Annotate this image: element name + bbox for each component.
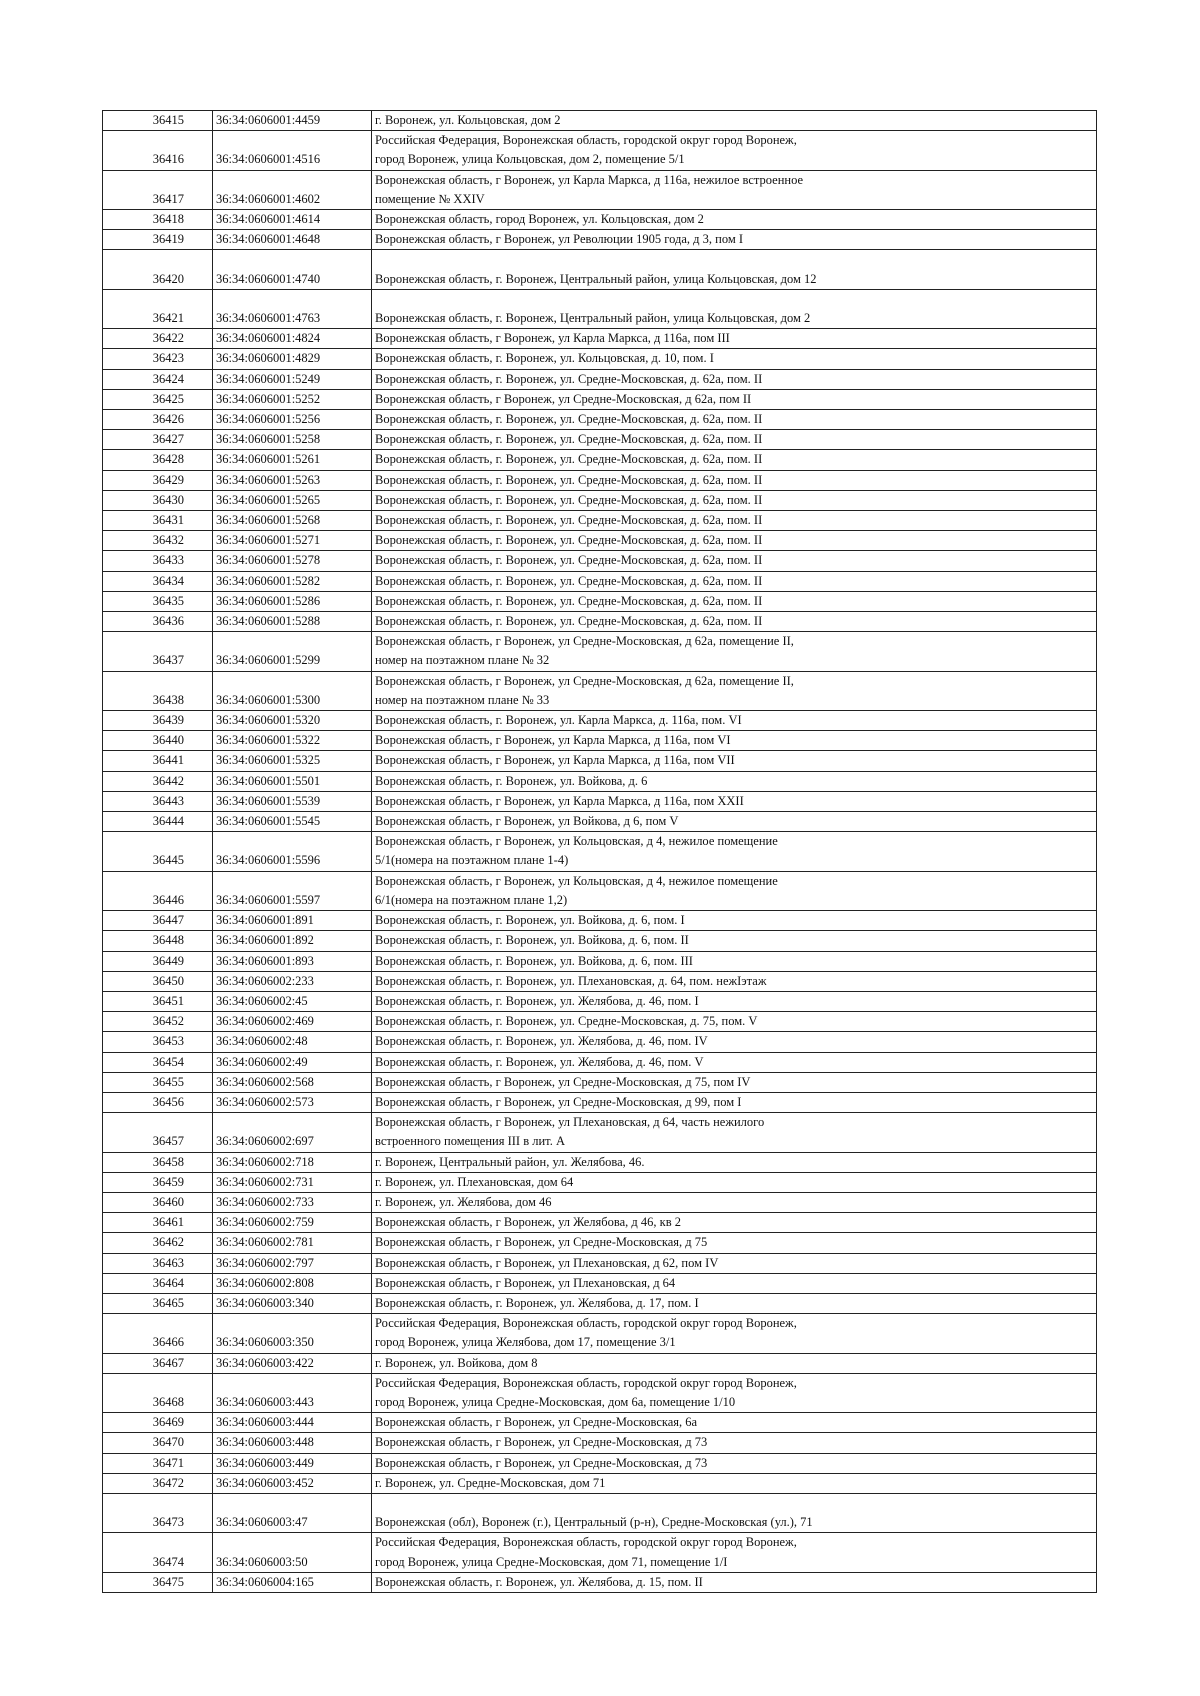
- table-row: [103, 1012, 1097, 1032]
- table-row: [103, 711, 1097, 731]
- cadastral-number-cell: 36:34:0606002:731: [213, 1172, 372, 1192]
- row-number-cell: 36450: [103, 971, 213, 991]
- table-row: [103, 871, 1097, 910]
- address-cell: г. Воронеж, ул. Средне-Московская, дом 71: [372, 1473, 1097, 1493]
- table-row: [103, 1072, 1097, 1092]
- table-row: [103, 571, 1097, 591]
- address-cell: Воронежская область, г Воронеж, ул Карла Маркса, д 116а, пом VI: [372, 731, 1097, 751]
- row-number-cell: 36444: [103, 812, 213, 832]
- table-row: [103, 470, 1097, 490]
- cadastral-number-cell: 36:34:0606002:697: [213, 1113, 372, 1152]
- cadastral-number-cell: 36:34:0606001:4829: [213, 349, 372, 369]
- row-number-cell: 36459: [103, 1172, 213, 1192]
- cadastral-number-cell: 36:34:0606001:5258: [213, 430, 372, 450]
- table-row: [103, 369, 1097, 389]
- address-cell: Воронежская область, г Воронеж, ул Плехановская, д 64, часть нежилого встроенного помещения III в лит. А: [372, 1113, 1097, 1152]
- row-number-cell: 36462: [103, 1233, 213, 1253]
- address-cell: Российская Федерация, Воронежская область, городской округ город Воронеж, город Воронеж, улица Желябова, дом 17, помещение 3/1: [372, 1314, 1097, 1353]
- row-number-cell: 36422: [103, 329, 213, 349]
- row-number-cell: 36441: [103, 751, 213, 771]
- table-row: [103, 1293, 1097, 1313]
- address-cell: Воронежская область, г. Воронеж, Центральный район, улица Кольцовская, дом 12: [372, 250, 1097, 289]
- cadastral-number-cell: 36:34:0606003:443: [213, 1373, 372, 1412]
- row-number-cell: 36427: [103, 430, 213, 450]
- address-cell: Воронежская область, г Воронеж, ул Средне-Московская, 6а: [372, 1413, 1097, 1433]
- table-row: [103, 349, 1097, 369]
- address-cell: Воронежская область, г Воронеж, ул Средне-Московская, д 73: [372, 1433, 1097, 1453]
- table-row: [103, 1433, 1097, 1453]
- cadastral-number-cell: 36:34:0606002:233: [213, 971, 372, 991]
- address-cell: Воронежская область, г. Воронеж, ул. Средне-Московская, д. 62а, пом. II: [372, 369, 1097, 389]
- address-cell: Воронежская область, г. Воронеж, ул. Средне-Московская, д. 75, пом. V: [372, 1012, 1097, 1032]
- address-cell: Воронежская область, г. Воронеж, ул. Желябова, д. 46, пом. I: [372, 991, 1097, 1011]
- row-number-cell: 36442: [103, 771, 213, 791]
- row-number-cell: 36458: [103, 1152, 213, 1172]
- address-cell: Российская Федерация, Воронежская область, городской округ город Воронеж, город Воронеж, улица Кольцовская, дом 2, помещение 5/1: [372, 131, 1097, 170]
- cadastral-number-cell: 36:34:0606002:808: [213, 1273, 372, 1293]
- table-row: [103, 551, 1097, 571]
- row-number-cell: 36465: [103, 1293, 213, 1313]
- table-row: [103, 329, 1097, 349]
- row-number-cell: 36423: [103, 349, 213, 369]
- address-cell: Воронежская область, г Воронеж, ул Средне-Московская, д 62а, пом II: [372, 389, 1097, 409]
- row-number-cell: 36469: [103, 1413, 213, 1433]
- table-row: [103, 1353, 1097, 1373]
- cadastral-number-cell: 36:34:0606002:781: [213, 1233, 372, 1253]
- table-row: [103, 1092, 1097, 1112]
- row-number-cell: 36435: [103, 591, 213, 611]
- cadastral-number-cell: 36:34:0606001:4824: [213, 329, 372, 349]
- address-cell: г. Воронеж, Центральный район, ул. Желябова, 46.: [372, 1152, 1097, 1172]
- table-row: [103, 671, 1097, 710]
- cadastral-number-cell: 36:34:0606003:452: [213, 1473, 372, 1493]
- row-number-cell: 36463: [103, 1253, 213, 1273]
- cadastral-number-cell: 36:34:0606001:5539: [213, 791, 372, 811]
- table-row: [103, 430, 1097, 450]
- table-row: [103, 591, 1097, 611]
- table-row: [103, 1253, 1097, 1273]
- cadastral-number-cell: 36:34:0606001:5597: [213, 871, 372, 910]
- cadastral-number-cell: 36:34:0606001:5325: [213, 751, 372, 771]
- row-number-cell: 36454: [103, 1052, 213, 1072]
- cadastral-number-cell: 36:34:0606001:5320: [213, 711, 372, 731]
- row-number-cell: 36426: [103, 410, 213, 430]
- cadastral-number-cell: 36:34:0606001:5268: [213, 511, 372, 531]
- table-row: [103, 1213, 1097, 1233]
- row-number-cell: 36464: [103, 1273, 213, 1293]
- address-cell: Воронежская область, г Воронеж, ул Средне-Московская, д 62а, помещение II, номер на поэтажном плане № 33: [372, 671, 1097, 710]
- table-row: [103, 111, 1097, 131]
- cadastral-number-cell: 36:34:0606001:5596: [213, 832, 372, 871]
- table-row: [103, 812, 1097, 832]
- cadastral-number-cell: 36:34:0606001:4602: [213, 170, 372, 209]
- cadastral-number-cell: 36:34:0606003:422: [213, 1353, 372, 1373]
- table-row: [103, 1172, 1097, 1192]
- table-row: [103, 1052, 1097, 1072]
- address-cell: Воронежская область, г. Воронеж, ул. Средне-Московская, д. 62а, пом. II: [372, 551, 1097, 571]
- table-row: [103, 450, 1097, 470]
- cadastral-number-cell: 36:34:0606001:5501: [213, 771, 372, 791]
- table-row: [103, 1113, 1097, 1152]
- cadastral-number-cell: 36:34:0606001:5249: [213, 369, 372, 389]
- cadastral-number-cell: 36:34:0606001:5282: [213, 571, 372, 591]
- row-number-cell: 36473: [103, 1493, 213, 1532]
- address-cell: Воронежская область, г Воронеж, ул Карла Маркса, д 116а, пом XXII: [372, 791, 1097, 811]
- address-cell: Воронежская область, г. Воронеж, ул. Плехановская, д. 64, пом. нежIэтаж: [372, 971, 1097, 991]
- cadastral-number-cell: 36:34:0606001:4648: [213, 230, 372, 250]
- row-number-cell: 36431: [103, 511, 213, 531]
- address-cell: Воронежская область, г Воронеж, ул Средне-Московская, д 99, пом I: [372, 1092, 1097, 1112]
- cadastral-number-cell: 36:34:0606001:4740: [213, 250, 372, 289]
- row-number-cell: 36455: [103, 1072, 213, 1092]
- cadastral-number-cell: 36:34:0606001:5322: [213, 731, 372, 751]
- cadastral-number-cell: 36:34:0606001:5286: [213, 591, 372, 611]
- table-row: [103, 1032, 1097, 1052]
- row-number-cell: 36439: [103, 711, 213, 731]
- table-row: [103, 1233, 1097, 1253]
- address-cell: Воронежская область, г Воронеж, ул Карла Маркса, д 116а, пом III: [372, 329, 1097, 349]
- cadastral-number-cell: 36:34:0606001:5256: [213, 410, 372, 430]
- cadastral-number-cell: 36:34:0606004:165: [213, 1572, 372, 1592]
- table-row: [103, 1533, 1097, 1572]
- address-cell: г. Воронеж, ул. Кольцовская, дом 2: [372, 111, 1097, 131]
- cadastral-number-cell: 36:34:0606002:45: [213, 991, 372, 1011]
- cadastral-number-cell: 36:34:0606001:5545: [213, 812, 372, 832]
- cadastral-number-cell: 36:34:0606002:718: [213, 1152, 372, 1172]
- address-cell: Воронежская область, г Воронеж, ул Средне-Московская, д 62а, помещение II, номер на поэтажном плане № 32: [372, 632, 1097, 671]
- cadastral-number-cell: 36:34:0606001:5288: [213, 612, 372, 632]
- address-cell: Воронежская область, г. Воронеж, ул. Средне-Московская, д. 62а, пом. II: [372, 450, 1097, 470]
- table-row: [103, 170, 1097, 209]
- address-cell: Воронежская область, г. Воронеж, ул. Средне-Московская, д. 62а, пом. II: [372, 410, 1097, 430]
- cadastral-number-cell: 36:34:0606001:4516: [213, 131, 372, 170]
- cadastral-number-cell: 36:34:0606003:448: [213, 1433, 372, 1453]
- address-cell: Воронежская область, г. Воронеж, ул. Желябова, д. 17, пом. I: [372, 1293, 1097, 1313]
- registry-table: [102, 110, 1097, 1593]
- cadastral-number-cell: 36:34:0606001:891: [213, 911, 372, 931]
- table-row: [103, 230, 1097, 250]
- address-cell: Воронежская область, г. Воронеж, Центральный район, улица Кольцовская, дом 2: [372, 289, 1097, 328]
- address-cell: Воронежская область, г Воронеж, ул Карла Маркса, д 116а, пом VII: [372, 751, 1097, 771]
- cadastral-number-cell: 36:34:0606001:892: [213, 931, 372, 951]
- cadastral-number-cell: 36:34:0606001:5271: [213, 531, 372, 551]
- row-number-cell: 36457: [103, 1113, 213, 1152]
- row-number-cell: 36474: [103, 1533, 213, 1572]
- cadastral-number-cell: 36:34:0606001:5299: [213, 632, 372, 671]
- address-cell: Воронежская область, г. Воронеж, ул. Карла Маркса, д. 116а, пом. VI: [372, 711, 1097, 731]
- row-number-cell: 36443: [103, 791, 213, 811]
- address-cell: Воронежская область, г. Воронеж, ул. Войкова, д. 6, пом. I: [372, 911, 1097, 931]
- table-row: [103, 832, 1097, 871]
- row-number-cell: 36456: [103, 1092, 213, 1112]
- address-cell: Воронежская область, г Воронеж, ул Плехановская, д 62, пом IV: [372, 1253, 1097, 1273]
- address-cell: Воронежская область, г. Воронеж, ул. Средне-Московская, д. 62а, пом. II: [372, 612, 1097, 632]
- address-cell: Российская Федерация, Воронежская область, городской округ город Воронеж, город Воронеж, улица Средне-Московская, дом 71, помещение 1/I: [372, 1533, 1097, 1572]
- table-row: [103, 131, 1097, 170]
- address-cell: г. Воронеж, ул. Плехановская, дом 64: [372, 1172, 1097, 1192]
- row-number-cell: 36468: [103, 1373, 213, 1412]
- table-row: [103, 971, 1097, 991]
- cadastral-number-cell: 36:34:0606002:759: [213, 1213, 372, 1233]
- address-cell: Воронежская область, г. Воронеж, ул. Средне-Московская, д. 62а, пом. II: [372, 511, 1097, 531]
- table-row: [103, 1453, 1097, 1473]
- row-number-cell: 36466: [103, 1314, 213, 1353]
- row-number-cell: 36415: [103, 111, 213, 131]
- cadastral-number-cell: 36:34:0606002:568: [213, 1072, 372, 1092]
- address-cell: г. Воронеж, ул. Желябова, дом 46: [372, 1192, 1097, 1212]
- cadastral-number-cell: 36:34:0606001:5300: [213, 671, 372, 710]
- cadastral-number-cell: 36:34:0606001:5261: [213, 450, 372, 470]
- table-row: [103, 410, 1097, 430]
- row-number-cell: 36438: [103, 671, 213, 710]
- table-row: [103, 511, 1097, 531]
- address-cell: Воронежская область, г. Воронеж, ул. Желябова, д. 15, пом. II: [372, 1572, 1097, 1592]
- table-row: [103, 289, 1097, 328]
- row-number-cell: 36424: [103, 369, 213, 389]
- row-number-cell: 36433: [103, 551, 213, 571]
- address-cell: Воронежская область, г. Воронеж, ул. Войкова, д. 6, пом. III: [372, 951, 1097, 971]
- row-number-cell: 36453: [103, 1032, 213, 1052]
- table-row: [103, 612, 1097, 632]
- cadastral-number-cell: 36:34:0606003:350: [213, 1314, 372, 1353]
- row-number-cell: 36436: [103, 612, 213, 632]
- table-row: [103, 1373, 1097, 1412]
- registry-table-body: [103, 111, 1097, 1593]
- row-number-cell: 36428: [103, 450, 213, 470]
- row-number-cell: 36472: [103, 1473, 213, 1493]
- table-row: [103, 771, 1097, 791]
- table-row: [103, 1493, 1097, 1532]
- row-number-cell: 36449: [103, 951, 213, 971]
- table-row: [103, 250, 1097, 289]
- table-row: [103, 731, 1097, 751]
- row-number-cell: 36432: [103, 531, 213, 551]
- row-number-cell: 36452: [103, 1012, 213, 1032]
- address-cell: Воронежская область, г. Воронеж, ул. Средне-Московская, д. 62а, пом. II: [372, 470, 1097, 490]
- row-number-cell: 36417: [103, 170, 213, 209]
- row-number-cell: 36448: [103, 931, 213, 951]
- address-cell: Воронежская область, г Воронеж, ул Войкова, д 6, пом V: [372, 812, 1097, 832]
- address-cell: Воронежская (обл), Воронеж (г.), Центральный (р-н), Средне-Московская (ул.), 71: [372, 1493, 1097, 1532]
- address-cell: Воронежская область, г Воронеж, ул Кольцовская, д 4, нежилое помещение 5/1(номера на поэтажном плане 1-4): [372, 832, 1097, 871]
- address-cell: Воронежская область, г. Воронеж, ул. Средне-Московская, д. 62а, пом. II: [372, 490, 1097, 510]
- address-cell: Воронежская область, г. Воронеж, ул. Средне-Московская, д. 62а, пом. II: [372, 571, 1097, 591]
- table-row: [103, 1273, 1097, 1293]
- row-number-cell: 36429: [103, 470, 213, 490]
- row-number-cell: 36440: [103, 731, 213, 751]
- address-cell: Воронежская область, г Воронеж, ул Революции 1905 года, д 3, пом I: [372, 230, 1097, 250]
- cadastral-number-cell: 36:34:0606002:573: [213, 1092, 372, 1112]
- address-cell: Воронежская область, г Воронеж, ул Желябова, д 46, кв 2: [372, 1213, 1097, 1233]
- address-cell: Воронежская область, г. Воронеж, ул. Желябова, д. 46, пом. IV: [372, 1032, 1097, 1052]
- table-row: [103, 389, 1097, 409]
- cadastral-number-cell: 36:34:0606001:4763: [213, 289, 372, 328]
- address-cell: Воронежская область, г Воронеж, ул Кольцовская, д 4, нежилое помещение 6/1(номера на поэтажном плане 1,2): [372, 871, 1097, 910]
- cadastral-number-cell: 36:34:0606001:5265: [213, 490, 372, 510]
- address-cell: Воронежская область, г Воронеж, ул Средне-Московская, д 75: [372, 1233, 1097, 1253]
- row-number-cell: 36418: [103, 210, 213, 230]
- table-row: [103, 951, 1097, 971]
- row-number-cell: 36425: [103, 389, 213, 409]
- cadastral-number-cell: 36:34:0606002:797: [213, 1253, 372, 1273]
- row-number-cell: 36445: [103, 832, 213, 871]
- table-row: [103, 911, 1097, 931]
- address-cell: Воронежская область, г. Воронеж, ул. Средне-Московская, д. 62а, пом. II: [372, 591, 1097, 611]
- row-number-cell: 36451: [103, 991, 213, 1011]
- row-number-cell: 36471: [103, 1453, 213, 1473]
- address-cell: Воронежская область, г Воронеж, ул Карла Маркса, д 116а, нежилое встроенное помещение № XXIV: [372, 170, 1097, 209]
- table-row: [103, 991, 1097, 1011]
- address-cell: Воронежская область, г. Воронеж, ул. Средне-Московская, д. 62а, пом. II: [372, 430, 1097, 450]
- table-row: [103, 632, 1097, 671]
- row-number-cell: 36467: [103, 1353, 213, 1373]
- cadastral-number-cell: 36:34:0606003:47: [213, 1493, 372, 1532]
- address-cell: Воронежская область, г. Воронеж, ул. Средне-Московская, д. 62а, пом. II: [372, 531, 1097, 551]
- cadastral-number-cell: 36:34:0606001:5263: [213, 470, 372, 490]
- address-cell: Воронежская область, г Воронеж, ул Средне-Московская, д 75, пом IV: [372, 1072, 1097, 1092]
- address-cell: Воронежская область, г. Воронеж, ул. Войкова, д. 6, пом. II: [372, 931, 1097, 951]
- row-number-cell: 36430: [103, 490, 213, 510]
- row-number-cell: 36420: [103, 250, 213, 289]
- row-number-cell: 36437: [103, 632, 213, 671]
- row-number-cell: 36475: [103, 1572, 213, 1592]
- cadastral-number-cell: 36:34:0606001:5278: [213, 551, 372, 571]
- row-number-cell: 36447: [103, 911, 213, 931]
- table-row: [103, 1572, 1097, 1592]
- table-row: [103, 1413, 1097, 1433]
- address-cell: Воронежская область, г. Воронеж, ул. Кольцовская, д. 10, пом. I: [372, 349, 1097, 369]
- address-cell: Воронежская область, г. Воронеж, ул. Войкова, д. 6: [372, 771, 1097, 791]
- table-row: [103, 1192, 1097, 1212]
- address-cell: Воронежская область, город Воронеж, ул. Кольцовская, дом 2: [372, 210, 1097, 230]
- row-number-cell: 36470: [103, 1433, 213, 1453]
- cadastral-number-cell: 36:34:0606002:49: [213, 1052, 372, 1072]
- address-cell: Воронежская область, г Воронеж, ул Средне-Московская, д 73: [372, 1453, 1097, 1473]
- table-row: [103, 531, 1097, 551]
- row-number-cell: 36419: [103, 230, 213, 250]
- cadastral-number-cell: 36:34:0606002:733: [213, 1192, 372, 1212]
- cadastral-number-cell: 36:34:0606002:469: [213, 1012, 372, 1032]
- table-row: [103, 490, 1097, 510]
- table-row: [103, 931, 1097, 951]
- table-row: [103, 1314, 1097, 1353]
- address-cell: г. Воронеж, ул. Войкова, дом 8: [372, 1353, 1097, 1373]
- table-row: [103, 791, 1097, 811]
- address-cell: Воронежская область, г Воронеж, ул Плехановская, д 64: [372, 1273, 1097, 1293]
- table-row: [103, 1152, 1097, 1172]
- cadastral-number-cell: 36:34:0606001:4614: [213, 210, 372, 230]
- address-cell: Воронежская область, г. Воронеж, ул. Желябова, д. 46, пом. V: [372, 1052, 1097, 1072]
- cadastral-number-cell: 36:34:0606003:449: [213, 1453, 372, 1473]
- cadastral-number-cell: 36:34:0606001:893: [213, 951, 372, 971]
- cadastral-number-cell: 36:34:0606003:340: [213, 1293, 372, 1313]
- cadastral-number-cell: 36:34:0606001:5252: [213, 389, 372, 409]
- cadastral-number-cell: 36:34:0606001:4459: [213, 111, 372, 131]
- address-cell: Российская Федерация, Воронежская область, городской округ город Воронеж, город Воронеж, улица Средне-Московская, дом 6а, помещение 1/10: [372, 1373, 1097, 1412]
- row-number-cell: 36421: [103, 289, 213, 328]
- cadastral-number-cell: 36:34:0606002:48: [213, 1032, 372, 1052]
- row-number-cell: 36434: [103, 571, 213, 591]
- cadastral-number-cell: 36:34:0606003:444: [213, 1413, 372, 1433]
- table-row: [103, 751, 1097, 771]
- cadastral-number-cell: 36:34:0606003:50: [213, 1533, 372, 1572]
- table-row: [103, 210, 1097, 230]
- table-row: [103, 1473, 1097, 1493]
- row-number-cell: 36446: [103, 871, 213, 910]
- row-number-cell: 36460: [103, 1192, 213, 1212]
- row-number-cell: 36461: [103, 1213, 213, 1233]
- row-number-cell: 36416: [103, 131, 213, 170]
